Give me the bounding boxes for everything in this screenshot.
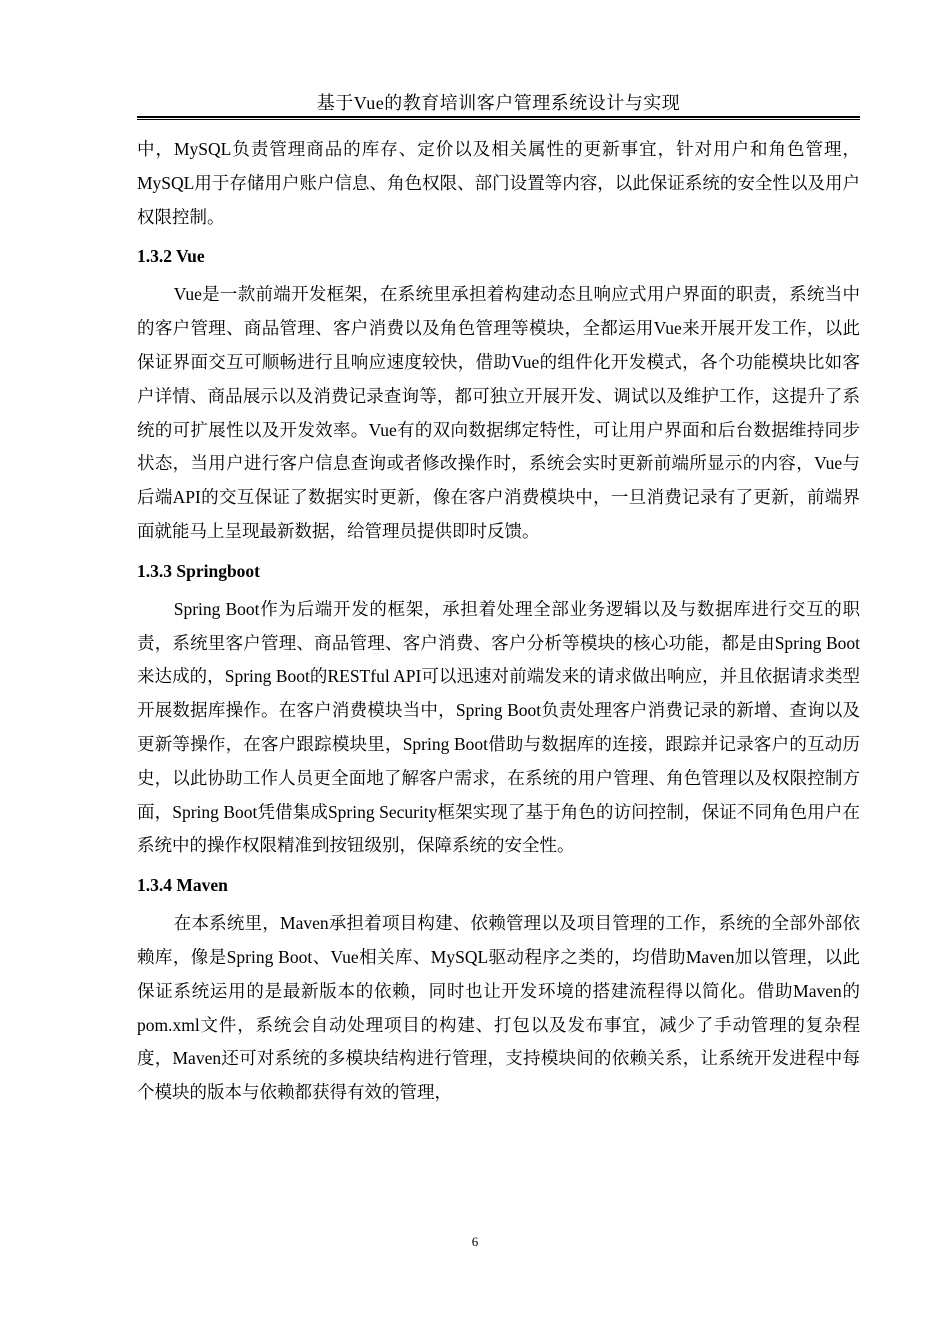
page-number: 6 xyxy=(471,1234,479,1249)
body-content xyxy=(137,133,860,1110)
header-double-rule xyxy=(137,116,860,120)
running-header-title: 基于Vue的教育培训客户管理系统设计与实现 xyxy=(316,93,681,113)
section-heading-springboot: 1.3.3 Springboot xyxy=(137,560,261,581)
section-paragraph-maven: 在本系统里，Maven承担着项目构建、依赖管理以及项目管理的工作，系统的全部外部依赖库，像是Spring Boot、Vue相关库、MySQL驱动程序之类的，均借助Maven加以管理，以此保证系统运用的是最新版本的依赖，同时也让开发环境的搭建流程得以简化。借助Maven的pom.xml文件，系统会自动处理项目的构建、打包以及发布事宜，减少了手动管理的复杂程度，Maven还可对系统的多模块结构进行管理，支持模块间的依赖关系，让系统开发进程中每个模块的版本与依赖都获得有效的管理， xyxy=(137,913,860,1103)
section-heading-vue: 1.3.2 Vue xyxy=(137,246,205,267)
intro-paragraph: 中，MySQL负责管理商品的库存、定价以及相关属性的更新事宜，针对用户和角色管理，MySQL用于存储用户账户信息、角色权限、部门设置等内容，以此保证系统的安全性以及用户权限控制。 xyxy=(137,139,860,227)
section-paragraph-springboot: Spring Boot作为后端开发的框架，承担着处理全部业务逻辑以及与数据库进行交互的职责，系统里客户管理、商品管理、客户消费、客户分析等模块的核心功能，都是由Spring Boot来达成的，Spring Boot的RESTful API可以迅速对前端发来的请求做出响应，并且依据请求类型开展数据库操作。在客户消费模块当中，Spring Boot负责处理客户消费记录的新增、查询以及更新等操作，在客户跟踪模块里，Spring Boot借助与数据库的连接，跟踪并记录客户的互动历史，以此协助工作人员更全面地了解客户需求，在系统的用户管理、角色管理以及权限控制方面，Spring Boot凭借集成Spring Security框架实现了基于角色的访问控制，保证不同角色用户在系统中的操作权限精准到按钮级别，保障系统的安全性。 xyxy=(137,598,860,856)
section-heading-maven: 1.3.4 Maven xyxy=(137,875,228,896)
section-paragraph-vue: Vue是一款前端开发框架，在系统里承担着构建动态且响应式用户界面的职责，系统当中的客户管理、商品管理、客户消费以及角色管理等模块，全都运用Vue来开展开发工作，以此保证界面交互可顺畅进行且响应速度较快，借助Vue的组件化开发模式，各个功能模块比如客户详情、商品展示以及消费记录查询等，都可独立开展开发、调试以及维护工作，这提升了系统的可扩展性以及开发效率。Vue有的双向数据绑定特性，可让用户界面和后台数据维持同步状态，当用户进行客户信息查询或者修改操作时，系统会实时更新前端所显示的内容，Vue与后端API的交互保证了数据实时更新，像在客户消费模块中，一旦消费记录有了更新，前端界面就能马上呈现最新数据，给管理员提供即时反馈。 xyxy=(137,284,860,541)
